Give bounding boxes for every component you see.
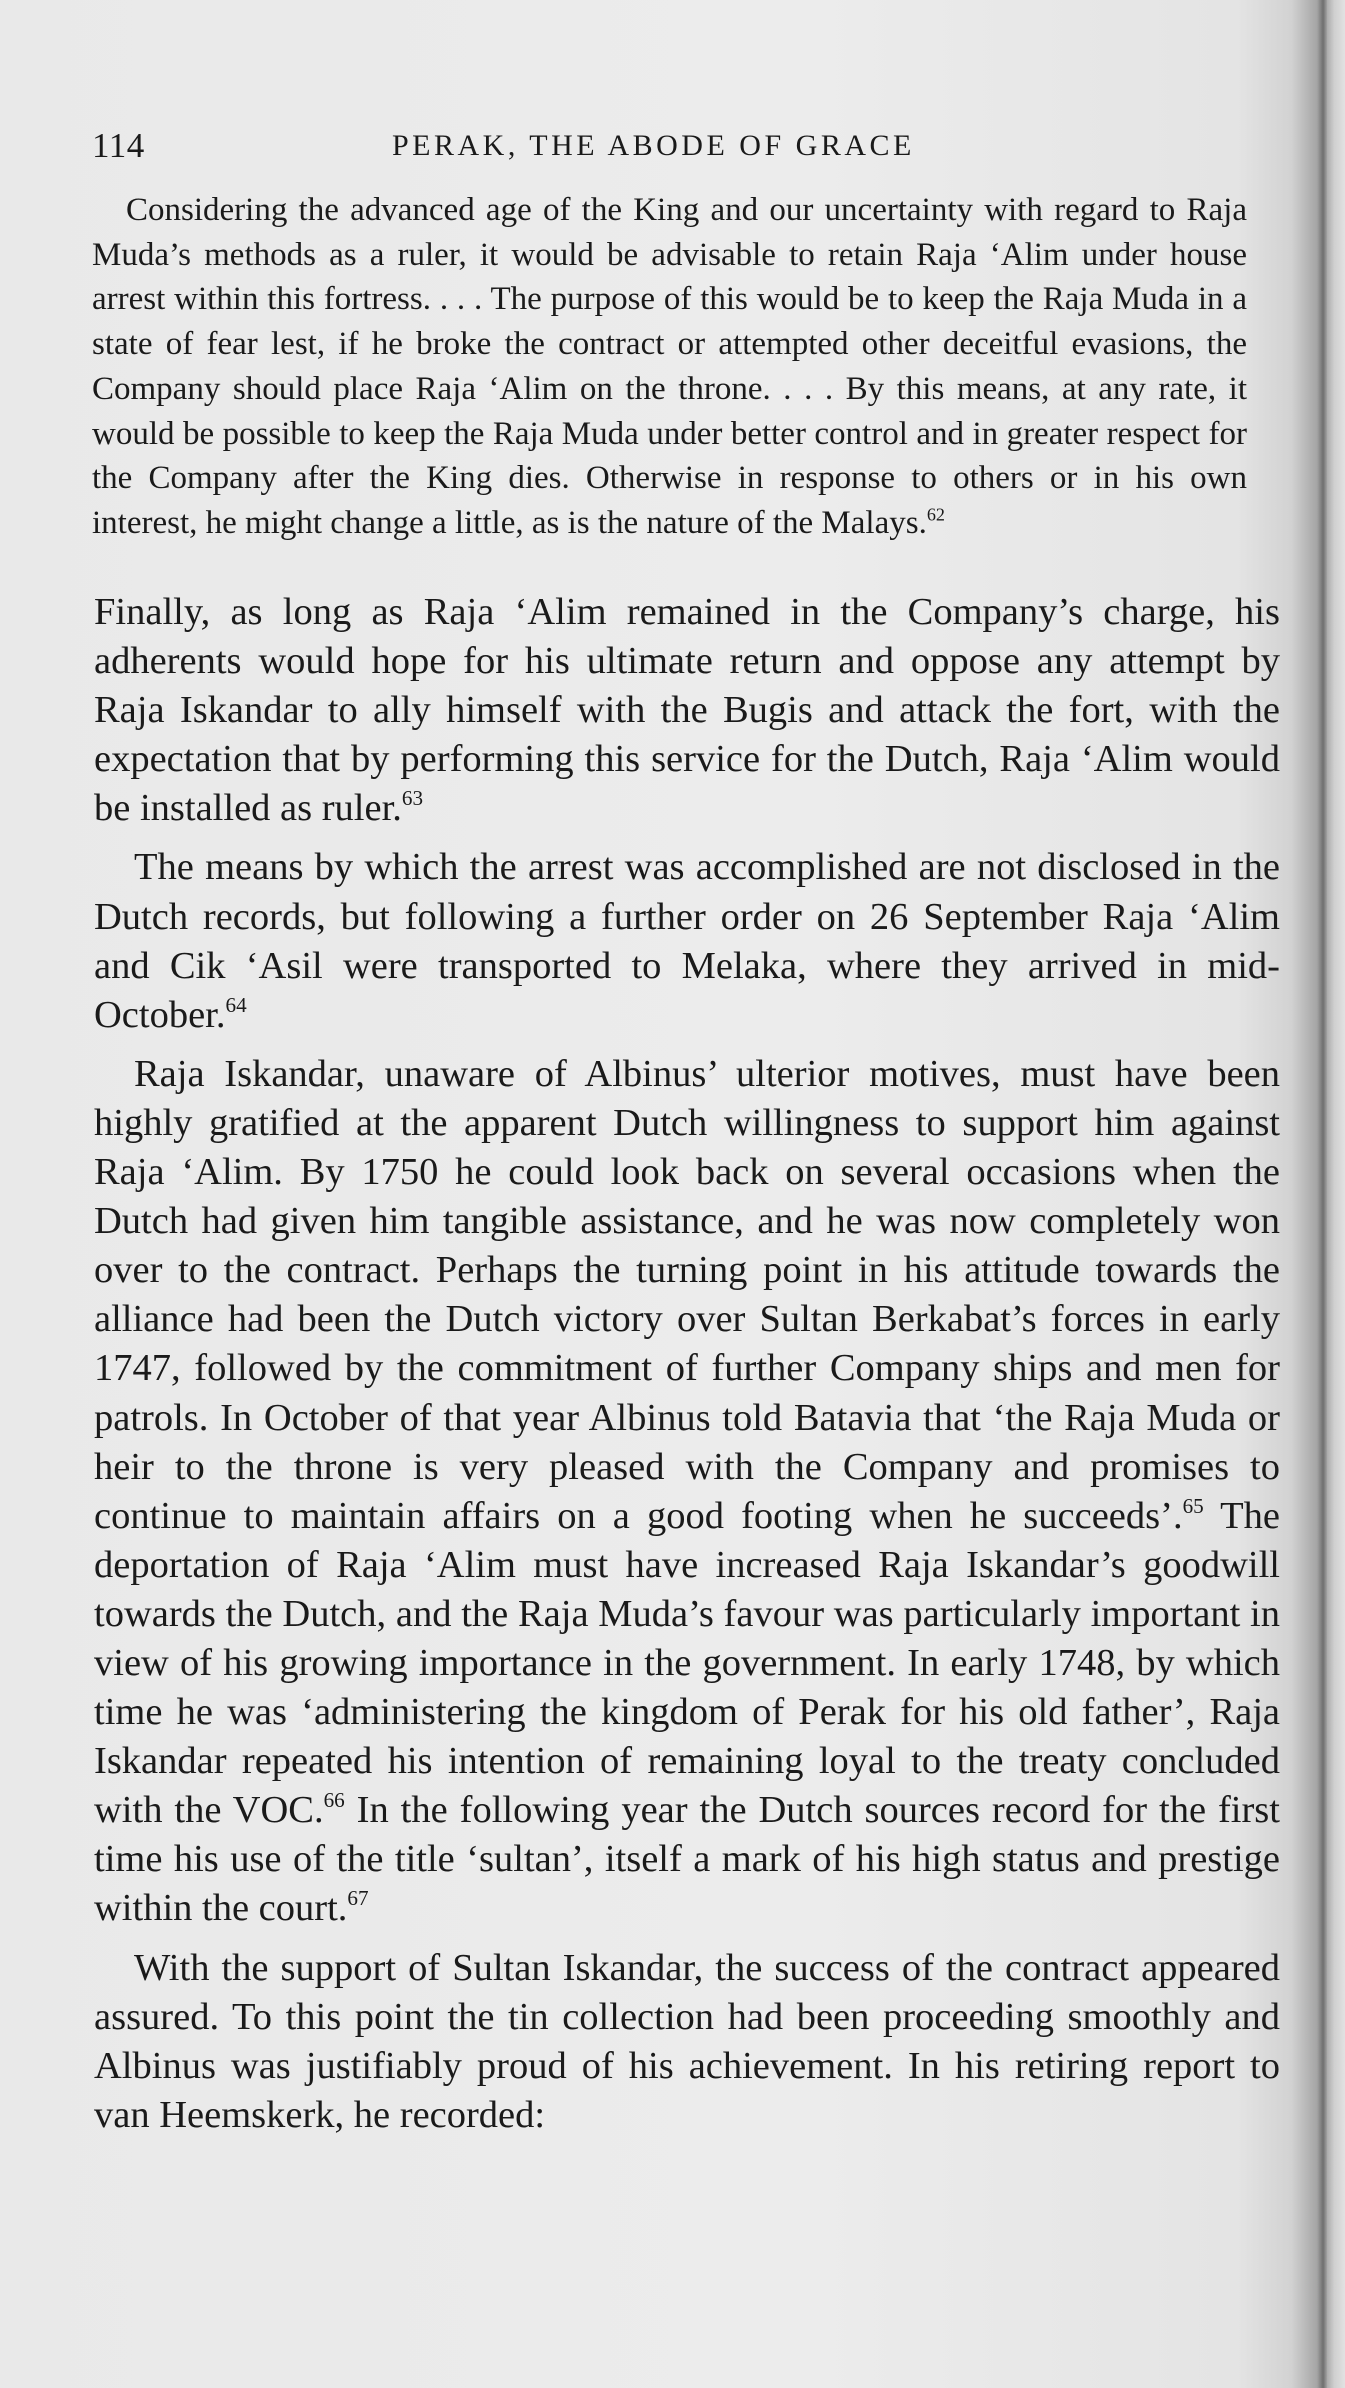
paragraph-3-text-b: The deportation of Raja ‘Alim must have increased Raja Iskandar’s goodwill towards the Dutch, and the Raja Muda’s favour was particularly important in view of his growing importance in the government. In early 1748, by which time he was ‘administering the kingdom of Perak for his old father’, Raja Iskandar repeated his intention of remaining loyal to the treaty concluded with the VOC. — [94, 1494, 1280, 1832]
body-text — [94, 588, 1280, 2150]
paragraph-4-text: With the support of Sultan Iskandar, the success of the contract appeared assured. To this point the tin collection had been proceeding smoothly and Albinus was justifiably proud of his achievement. In his retiring report to van Heemskerk, he recorded: — [94, 1946, 1280, 2136]
footnote-ref-66: 66 — [323, 1788, 345, 1813]
page-gutter-shadow — [1317, 0, 1327, 2388]
page-header — [92, 126, 1292, 172]
running-head: PERAK, THE ABODE OF GRACE — [392, 129, 915, 162]
paragraph-3 — [94, 1050, 1280, 1934]
paragraph-1-text: Finally, as long as Raja ‘Alim remained in the Company’s charge, his adherents would hope for his ultimate return and oppose any attempt by Raja Iskandar to ally himself with the Bugis and attack the fort, with the expectation that by performing this service for the Dutch, Raja ‘Alim would be installed as ruler. — [94, 591, 1280, 830]
footnote-ref-62: 62 — [926, 504, 945, 525]
paragraph-2 — [94, 843, 1280, 1039]
footnote-ref-67: 67 — [347, 1886, 369, 1911]
block-quote — [92, 188, 1247, 546]
paragraph-2-text: The means by which the arrest was accomplished are not disclosed in the Dutch records, but following a further order on 26 September Raja ‘Alim and Cik ‘Asil were transported to Melaka, where they arrived in mid-October. — [94, 846, 1280, 1036]
footnote-ref-63: 63 — [401, 786, 424, 811]
block-quote-text: Considering the advanced age of the King and our uncertainty with regard to Raja Muda’s methods as a ruler, it would be advisable to retain Raja ‘Alim under house arrest within this fortress. . . . The purpose of this would be to keep the Raja Muda in a state of fear lest, if he broke the contract or attempted other deceitful evasions, the Company should place Raja ‘Alim on the throne. . . . By this means, at any rate, it would be possible to keep the Raja Muda under better control and in greater respect for the Company after the King dies. Otherwise in response to others or in his own interest, he might change a little, as is the nature of the Malays. — [92, 192, 1247, 541]
paragraph-3-text-a: Raja Iskandar, unaware of Albinus’ ulterior motives, must have been highly gratified at the apparent Dutch willingness to support him against Raja ‘Alim. By 1750 he could look back on several occasions when the Dutch had given him tangible assistance, and he was now completely won over to the contract. Perhaps the turning point in his attitude towards the alliance had been the Dutch victory over Sultan Berkabat’s forces in early 1747, followed by the commitment of further Company ships and men for patrols. In October of that year Albinus told Batavia that ‘the Raja Muda or heir to the throne is very pleased with the Company and promises to continue to maintain affairs on a good footing when he succeeds’. — [94, 1052, 1280, 1537]
page-number: 114 — [92, 126, 145, 165]
paragraph-4 — [94, 1944, 1280, 2140]
paragraph-1 — [94, 588, 1280, 833]
footnote-ref-64: 64 — [225, 992, 247, 1017]
footnote-ref-65: 65 — [1182, 1493, 1204, 1518]
paragraph-3-text-c: In the following year the Dutch sources record for the first time his use of the title ‘sultan’, itself a mark of his high status and prestige within the court. — [94, 1789, 1280, 1930]
